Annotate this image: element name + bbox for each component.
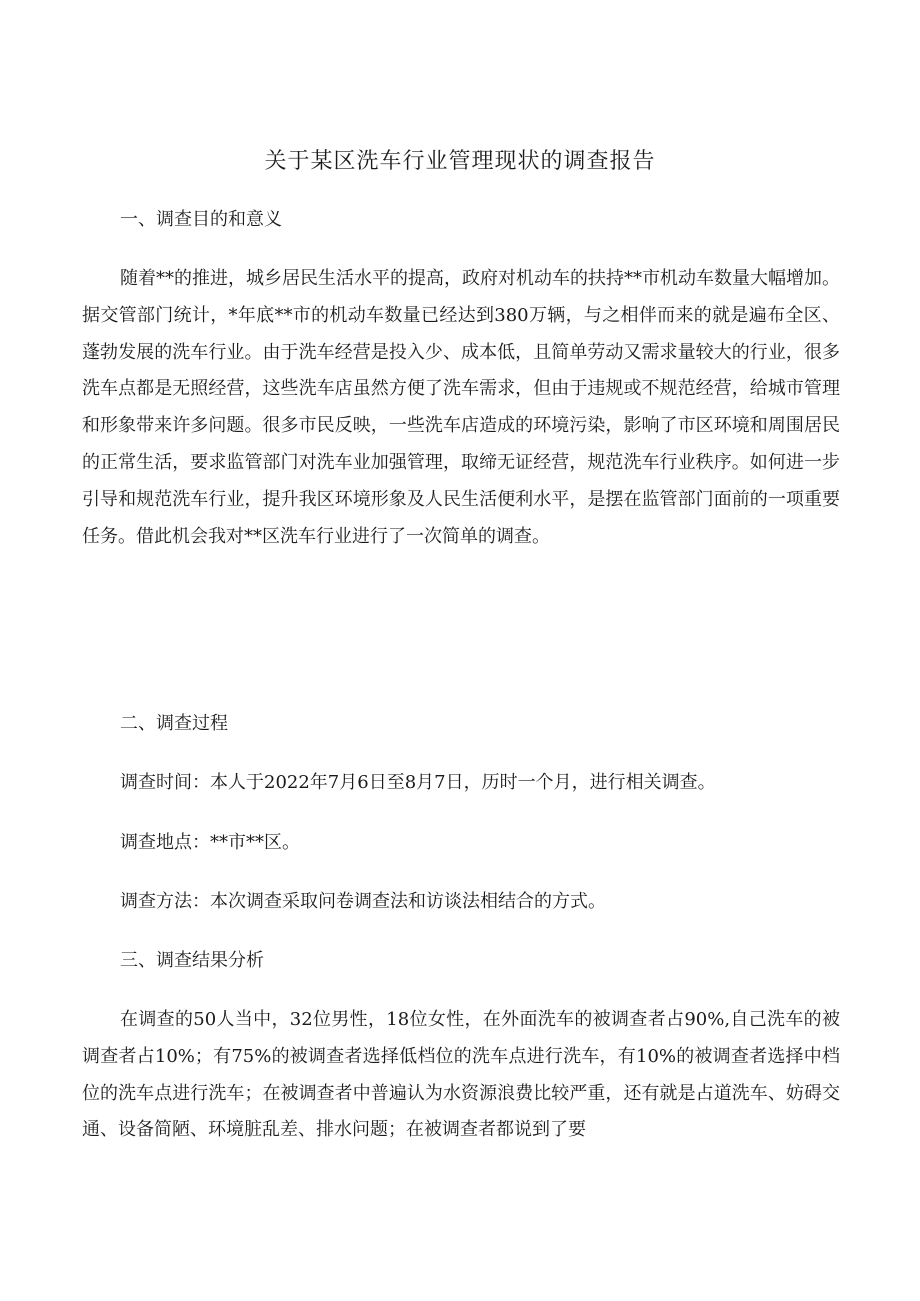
section-heading-results: 三、调查结果分析 (120, 950, 264, 971)
section-heading-purpose: 一、调查目的和意义 (120, 209, 282, 230)
paragraph-purpose: 随着**的推进，城乡居民生活水平的提高，政府对机动车的扶持**市机动车数量大幅增加。据交管部门统计，*年底**市的机动车数量已经达到380万辆，与之相伴而来的就是遍布全区、蓬勃发展的洗车行业。由于洗车经营是投入少、成本低，且简单劳动又需求量较大的行业，很多洗车点都是无照经营，这些洗车店虽然方便了洗车需求，但由于违规或不规范经营，给城市管理和形象带来许多问题。很多市民反映，一些洗车店造成的环境污染，影响了市区环境和周围居民的正常生活，要求监管部门对洗车业加强管理，取缔无证经营，规范洗车行业秩序。如何进一步引导和规范洗车行业，提升我区环境形象及人民生活便利水平，是摆在监管部门面前的一项重要任务。借此机会我对**区洗车行业进行了一次简单的调查。 (82, 268, 840, 547)
section-heading-process: 二、调查过程 (120, 713, 228, 734)
paragraph-results: 在调查的50人当中，32位男性，18位女性，在外面洗车的被调查者占90%,自己洗车的被调查者占10%；有75%的被调查者选择低档位的洗车点进行洗车，有10%的被调查者选择中档位的洗车点进行洗车；在被调查者中普遍认为水资源浪费比较严重，还有就是占道洗车、妨碍交通、设备简陋、环境脏乱差、排水问题；在被调查者都说到了要 (82, 1009, 840, 1141)
document-title: 关于某区洗车行业管理现状的调查报告 (264, 149, 656, 174)
survey-location-line: 调查地点：**市**区。 (120, 832, 300, 853)
survey-time-line: 调查时间：本人于2022年7月6日至8月7日，历时一个月，进行相关调查。 (120, 772, 716, 793)
survey-method-line: 调查方法：本次调查采取问卷调查法和访谈法相结合的方式。 (120, 891, 606, 912)
